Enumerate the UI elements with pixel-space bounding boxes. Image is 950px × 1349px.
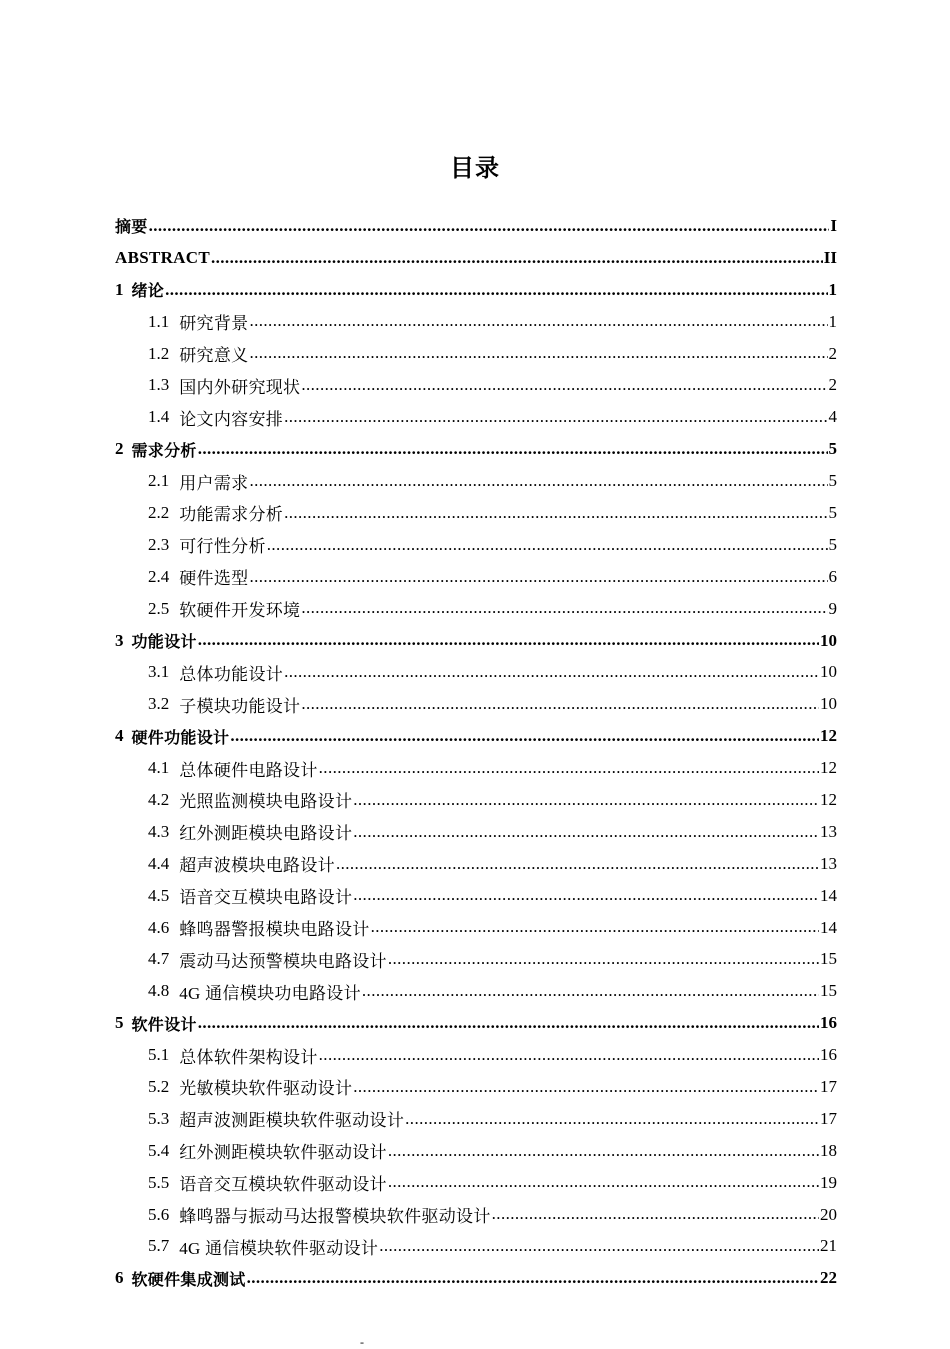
toc-section-entry[interactable] — [115, 1231, 837, 1263]
toc-entry-number: 2 — [115, 439, 124, 459]
toc-dot-leader — [353, 885, 819, 905]
toc-entry-number: 6 — [115, 1268, 124, 1288]
toc-dot-leader — [267, 535, 828, 555]
toc-entry-number: 5.3 — [148, 1108, 170, 1128]
toc-chapter-entry[interactable] — [115, 720, 837, 752]
toc-section-entry[interactable] — [115, 656, 837, 688]
toc-dot-leader — [165, 280, 827, 300]
toc-section-entry[interactable] — [115, 784, 837, 816]
toc-page-number: II — [823, 247, 837, 267]
toc-entry-number: 1.3 — [148, 375, 170, 395]
toc-entry-number: 5.6 — [148, 1204, 170, 1224]
toc-entry-label: 光敏模块软件驱动设计 — [179, 1079, 353, 1099]
toc-section-entry[interactable] — [115, 1039, 837, 1071]
toc-dot-leader — [284, 407, 827, 427]
toc-section-entry[interactable] — [115, 593, 837, 625]
toc-dot-leader — [388, 1172, 819, 1192]
toc-dot-leader — [319, 1045, 819, 1065]
toc-section-entry[interactable] — [115, 943, 837, 975]
toc-entry-label: 软硬件开发环境 — [179, 601, 301, 621]
toc-entry-number: 1.1 — [148, 311, 170, 331]
toc-page-number: 1 — [828, 279, 837, 299]
toc-section-entry[interactable] — [115, 529, 837, 561]
toc-entry-number: 3 — [115, 630, 124, 650]
toc-entry-number: 4.7 — [148, 949, 170, 969]
toc-dot-leader — [301, 694, 819, 714]
toc-page-number: 17 — [820, 1108, 837, 1128]
toc-entry-label: 4G 通信模块软件驱动设计 — [179, 1238, 379, 1258]
toc-page-number: 6 — [828, 566, 837, 586]
toc-section-entry[interactable] — [115, 561, 837, 593]
toc-section-entry[interactable] — [115, 975, 837, 1007]
toc-dot-leader — [353, 822, 819, 842]
toc-dot-leader — [388, 949, 819, 969]
toc-page-number: 12 — [820, 758, 837, 778]
toc-section-entry[interactable] — [115, 752, 837, 784]
toc-dot-leader — [405, 1109, 819, 1129]
toc-page-number: 12 — [820, 726, 837, 746]
toc-entry-label: 红外测距模块电路设计 — [179, 824, 353, 844]
toc-page-number: 5 — [828, 439, 837, 459]
toc-entry-number: 4.2 — [148, 789, 170, 809]
toc-section-entry[interactable] — [115, 306, 837, 338]
toc-entry-label: 功能需求分析 — [179, 505, 284, 525]
toc-section-entry[interactable] — [115, 369, 837, 401]
toc-entry-label: 语音交互模块软件驱动设计 — [179, 1175, 387, 1195]
toc-page-number: 13 — [820, 853, 837, 873]
toc-dot-leader — [198, 630, 819, 650]
toc-dot-leader — [301, 375, 827, 395]
toc-page-number: 16 — [820, 1013, 837, 1033]
toc-entry-number: 5.4 — [148, 1140, 170, 1160]
toc-page-number: 15 — [820, 949, 837, 969]
toc-dot-leader — [336, 854, 819, 874]
toc-entry-label: 蜂鸣器警报模块电路设计 — [179, 920, 370, 940]
toc-entry-label: 红外测距模块软件驱动设计 — [179, 1143, 387, 1163]
toc-page-number: 4 — [828, 407, 837, 427]
toc-chapter-entry[interactable] — [115, 1007, 837, 1039]
toc-entry-number: 1.4 — [148, 407, 170, 427]
toc-entry-label: 总体功能设计 — [179, 664, 284, 684]
toc-chapter-entry[interactable] — [115, 274, 837, 306]
toc-dot-leader — [379, 1236, 819, 1256]
toc-section-entry[interactable] — [115, 880, 837, 912]
toc-page-number: 18 — [820, 1140, 837, 1160]
toc-page-number: 2 — [828, 375, 837, 395]
toc-entry-number: 4.6 — [148, 917, 170, 937]
toc-entry-number: 2.4 — [148, 566, 170, 586]
toc-entry-number: 4.4 — [148, 853, 170, 873]
toc-dot-leader — [149, 216, 830, 236]
toc-page-number: 1 — [828, 311, 837, 331]
toc-entry-number: 4.5 — [148, 885, 170, 905]
toc-entry-label: 超声波模块电路设计 — [179, 856, 335, 876]
toc-page-number: I — [830, 215, 837, 235]
toc-dot-leader — [492, 1204, 819, 1224]
toc-page-number: 20 — [820, 1204, 837, 1224]
toc-entry-label: 4G 通信模块功电路设计 — [179, 983, 361, 1003]
toc-section-entry[interactable] — [115, 1135, 837, 1167]
toc-chapter-entry[interactable] — [115, 242, 837, 274]
toc-entry-label: 总体软件架构设计 — [179, 1047, 318, 1067]
toc-entry-number: 3.1 — [148, 662, 170, 682]
toc-section-entry[interactable] — [115, 688, 837, 720]
toc-entry-number: 5.2 — [148, 1076, 170, 1096]
toc-page-number: 10 — [820, 694, 837, 714]
toc-entry-label: 国内外研究现状 — [179, 377, 301, 397]
toc-dot-leader — [211, 248, 823, 268]
toc-page-number: 17 — [820, 1076, 837, 1096]
toc-page-number: 16 — [820, 1045, 837, 1065]
toc-entry-number: 1.2 — [148, 343, 170, 363]
toc-section-entry[interactable] — [115, 912, 837, 944]
toc-page-number: 14 — [820, 917, 837, 937]
toc-dot-leader — [362, 981, 819, 1001]
toc-entry-number: 4.3 — [148, 821, 170, 841]
toc-dot-leader — [249, 343, 827, 363]
toc-entry-number: 2.2 — [148, 502, 170, 522]
toc-entry-label: 论文内容安排 — [179, 409, 284, 429]
toc-dot-leader — [249, 567, 827, 587]
toc-entry-label: 蜂鸣器与振动马达报警模块软件驱动设计 — [179, 1207, 491, 1227]
toc-dot-leader — [249, 311, 827, 331]
toc-section-entry[interactable] — [115, 465, 837, 497]
toc-chapter-entry[interactable] — [115, 210, 837, 242]
toc-page-number: 19 — [820, 1172, 837, 1192]
toc-entry-number: 1 — [115, 279, 124, 299]
toc-section-entry[interactable] — [115, 338, 837, 370]
toc-dot-leader — [249, 471, 827, 491]
toc-entry-number: 2.1 — [148, 471, 170, 491]
toc-chapter-entry[interactable] — [115, 625, 837, 657]
toc-page-number: 5 — [828, 534, 837, 554]
page-title: 目录 — [450, 154, 500, 182]
toc-dot-leader — [353, 1077, 819, 1097]
toc-section-entry[interactable] — [115, 1199, 837, 1231]
toc-section-entry[interactable] — [115, 816, 837, 848]
page-footer-mark: - — [360, 1335, 364, 1349]
toc-page-number: 10 — [820, 630, 837, 650]
toc-section-entry[interactable] — [115, 1167, 837, 1199]
toc-section-entry[interactable] — [115, 848, 837, 880]
toc-chapter-entry[interactable] — [115, 433, 837, 465]
toc-entry-number: 3.2 — [148, 694, 170, 714]
toc-entry-label: 用户需求 — [179, 473, 249, 493]
toc-entry-label: 研究背景 — [179, 314, 249, 334]
toc-page-number: 5 — [828, 502, 837, 522]
toc-entry-number: 5.7 — [148, 1236, 170, 1256]
toc-dot-leader — [353, 790, 819, 810]
toc-entry-label: 语音交互模块电路设计 — [179, 888, 353, 908]
toc-entry-label: 软件设计 — [131, 1014, 197, 1034]
toc-page-number: 2 — [828, 343, 837, 363]
toc-entry-number: 2.3 — [148, 534, 170, 554]
toc-entry-number: 4 — [115, 726, 124, 746]
toc-entry-number: 4.1 — [148, 758, 170, 778]
toc-page-number: 22 — [820, 1268, 837, 1288]
toc-chapter-entry[interactable] — [115, 1262, 837, 1294]
toc-entry-label: 绪论 — [131, 281, 165, 301]
toc-entry-label: 研究意义 — [179, 346, 249, 365]
toc-entry-number: 2.5 — [148, 598, 170, 618]
toc-page-number: 12 — [820, 789, 837, 809]
toc-dot-leader — [198, 439, 828, 459]
toc-entry-label: 震动马达预警模块电路设计 — [179, 951, 387, 971]
toc-entry-number: 5 — [115, 1013, 124, 1033]
toc-entry-label: 硬件选型 — [179, 569, 249, 589]
toc-entry-label: ABSTRACT — [115, 247, 210, 267]
toc-entry-number: 5.5 — [148, 1172, 170, 1192]
toc-entry-label: 超声波测距模块软件驱动设计 — [179, 1111, 405, 1131]
toc-dot-leader — [247, 1268, 819, 1288]
toc-entry-label: 子模块功能设计 — [179, 696, 301, 716]
toc-entry-label: 总体硬件电路设计 — [179, 760, 318, 780]
toc-entry-number: 5.1 — [148, 1045, 170, 1065]
toc-section-entry[interactable] — [115, 1071, 837, 1103]
toc-entry-number: 4.8 — [148, 981, 170, 1001]
toc-entry-label: 摘要 — [115, 217, 148, 237]
toc-page-number: 9 — [828, 598, 837, 618]
toc-dot-leader — [284, 662, 819, 682]
toc-page-number: 15 — [820, 981, 837, 1001]
toc-dot-leader — [301, 598, 827, 618]
toc-dot-leader — [284, 503, 827, 523]
toc-section-entry[interactable] — [115, 401, 837, 433]
toc-entry-label: 软硬件集成测试 — [131, 1269, 246, 1289]
toc-dot-leader — [371, 917, 819, 937]
toc-entry-label: 光照监测模块电路设计 — [179, 792, 353, 812]
toc-page-number: 5 — [828, 471, 837, 491]
toc-page-number: 14 — [820, 885, 837, 905]
table-of-contents — [115, 210, 837, 1294]
toc-entry-label: 可行性分析 — [179, 537, 266, 557]
toc-dot-leader — [198, 1013, 819, 1033]
toc-entry-label: 硬件功能设计 — [131, 727, 230, 747]
toc-section-entry[interactable] — [115, 497, 837, 529]
toc-page-number: 13 — [820, 821, 837, 841]
toc-entry-label: 需求分析 — [131, 440, 197, 460]
toc-page-number: 10 — [820, 662, 837, 682]
toc-dot-leader — [230, 726, 819, 746]
toc-entry-label: 功能设计 — [131, 632, 197, 652]
toc-page-number: 21 — [820, 1236, 837, 1256]
toc-section-entry[interactable] — [115, 1103, 837, 1135]
toc-dot-leader — [319, 758, 819, 778]
toc-dot-leader — [388, 1141, 819, 1161]
